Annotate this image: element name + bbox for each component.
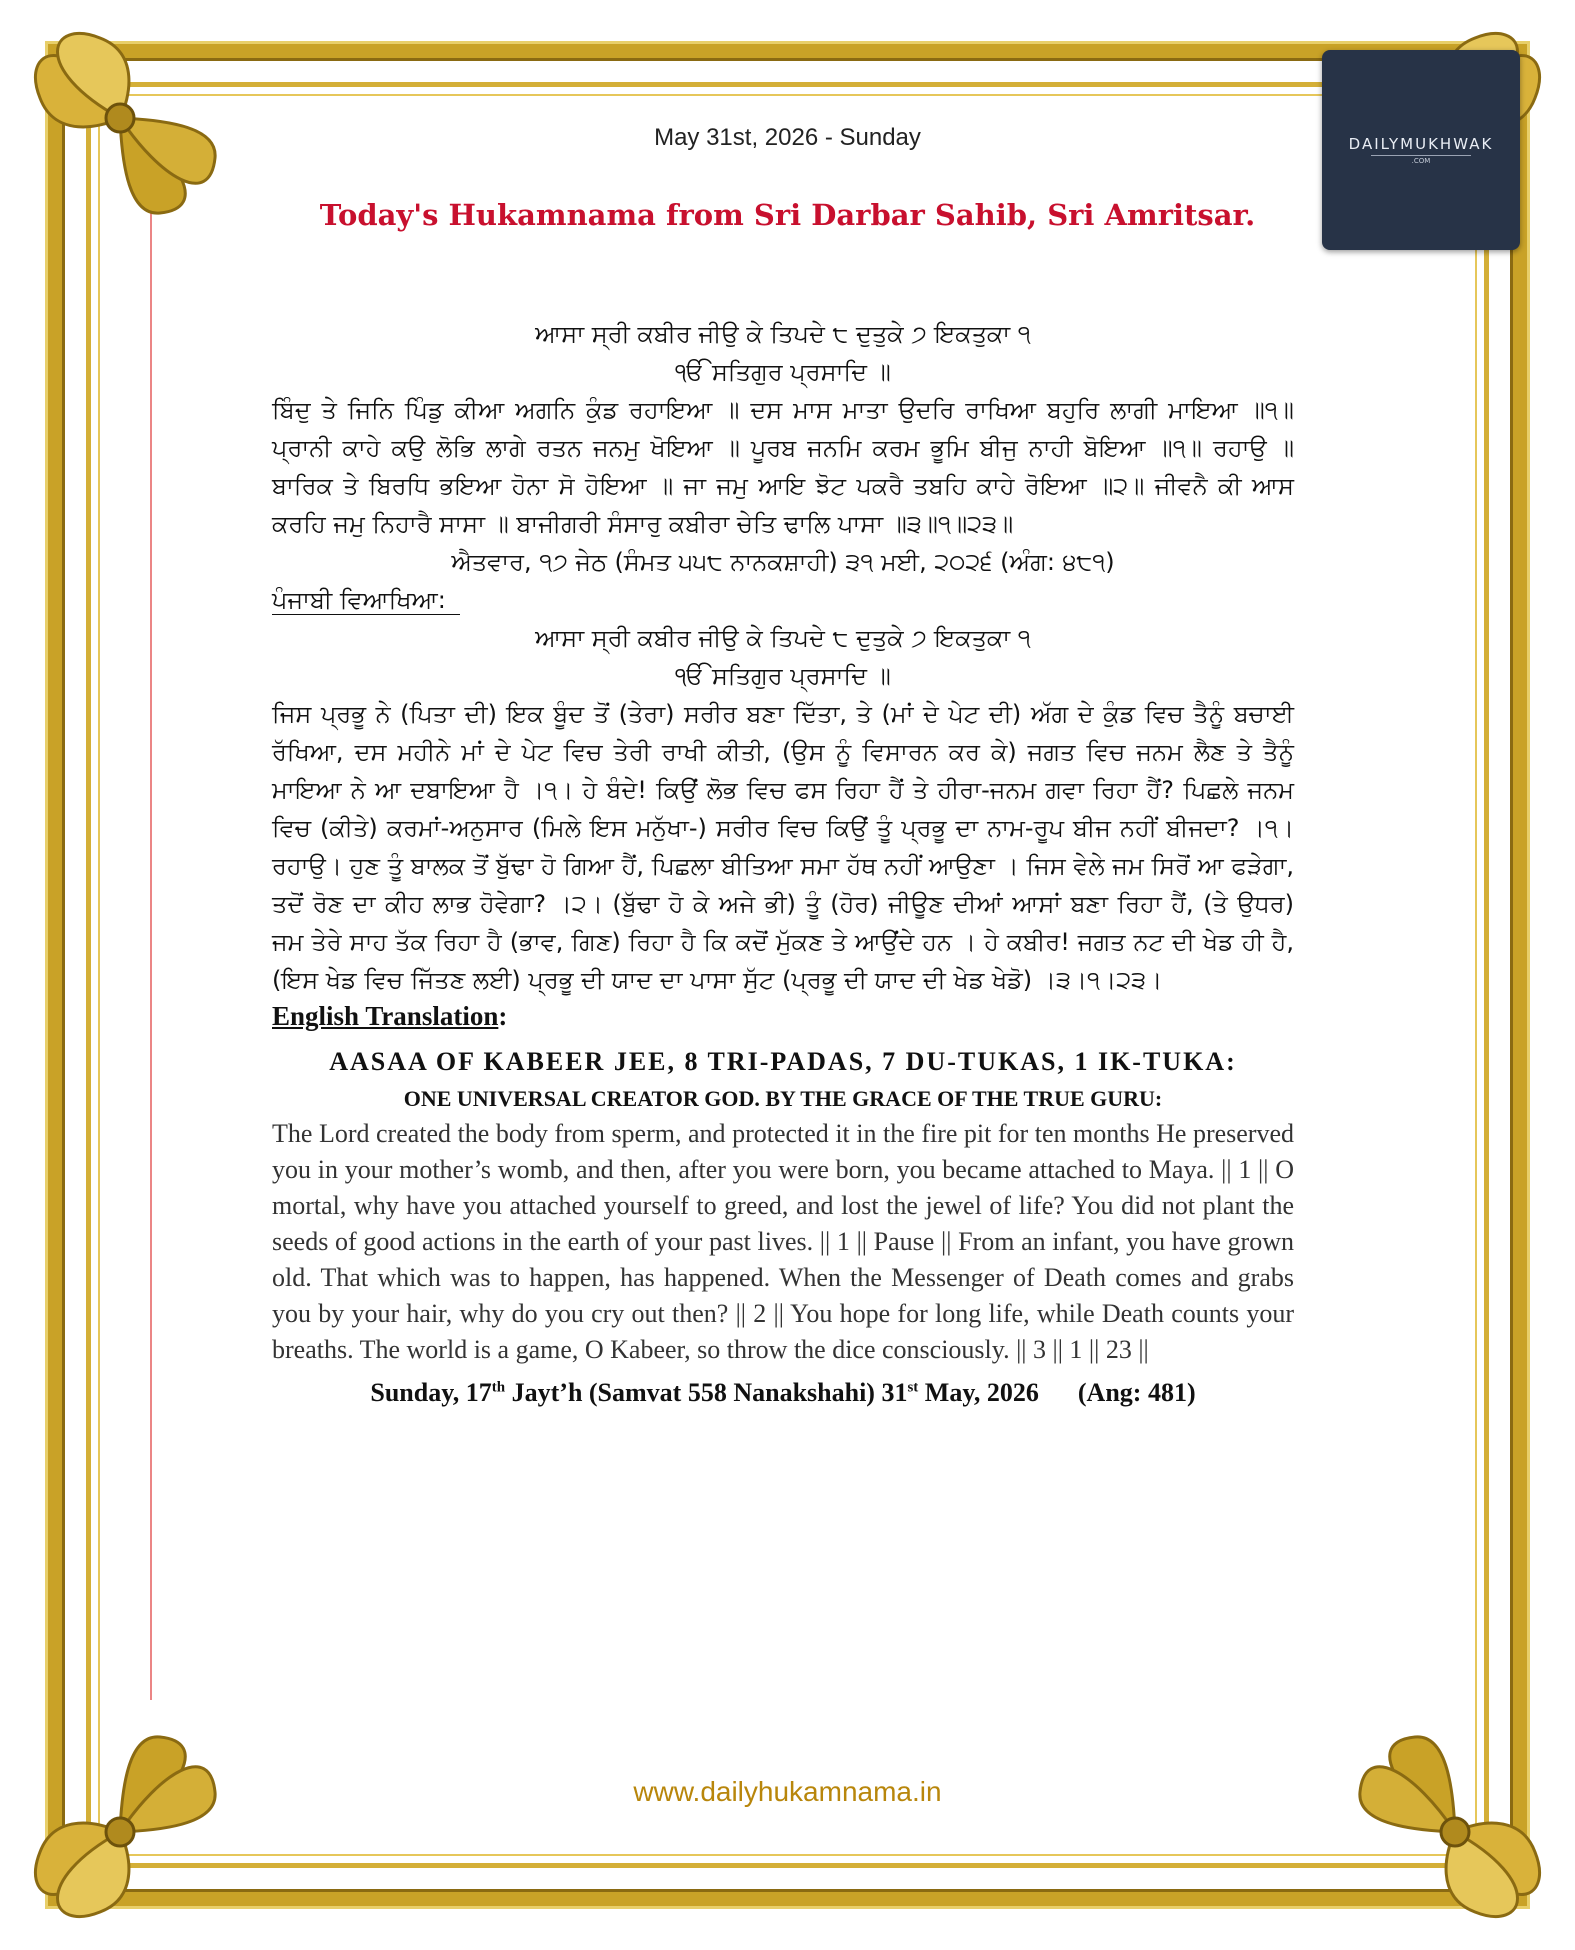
english-label-text: English Translation (272, 1001, 499, 1031)
english-label-colon: : (498, 1001, 508, 1031)
punjabi-invocation: ੴ ਸਤਿਗੁਰ ਪ੍ਰਸਾਦਿ ॥ (675, 662, 891, 690)
logo-text: DAILYMUKHWAK (1348, 135, 1494, 153)
page-date: May 31st, 2026 - Sunday (654, 124, 921, 151)
ribbon-bow-corner-icon (10, 8, 230, 228)
ribbon-bow-corner-icon (10, 1722, 230, 1942)
english-heading: AASAA OF KABEER JEE, 8 TRI-PADAS, 7 DU-TUKAS, 1 IK-TUKA: (329, 1047, 1237, 1076)
english-invocation: ONE UNIVERSAL CREATOR GOD. BY THE GRACE OF THE TRUE GURU: (403, 1086, 1163, 1111)
logo-subtext: .COM (1371, 155, 1471, 165)
english-date-part: Jayt’h (Samvat 558 Nanakshahi) 31 (505, 1378, 908, 1407)
gurbani-heading: ਆਸਾ ਸ੍ਰੀ ਕਬੀਰ ਜੀਉ ਕੇ ਤਿਪਦੇ ੮ ਦੁਤੁਕੇ ੭ ਇਕਤੁਕਾ ੧ (535, 320, 1031, 348)
gurbani-text: ਬਿੰਦੁ ਤੇ ਜਿਨਿ ਪਿੰਡੁ ਕੀਆ ਅਗਨਿ ਕੁੰਡ ਰਹਾਇਆ ॥ ਦਸ ਮਾਸ ਮਾਤਾ ਉਦਰਿ ਰਾਖਿਆ ਬਹੁਰਿ ਲਾਗੀ ਮਾਇਆ ॥੧॥ ਪ੍ਰਾਨੀ ਕਾਹੇ ਕਉ ਲੋਭਿ ਲਾਗੇ ਰਤਨ ਜਨਮੁ ਖੋਇਆ ॥ ਪੂਰਬ ਜਨਮਿ ਕਰਮ ਭੂਮਿ ਬੀਜੁ ਨਾਹੀ ਬੋਇਆ ॥੧॥ ਰਹਾਉ ॥ ਬਾਰਿਕ ਤੇ ਬਿਰਧਿ ਭਇਆ ਹੋਨਾ ਸੋ ਹੋਇਆ ॥ ਜਾ ਜਮੁ ਆਇ ਝੋਟ ਪਕਰੈ ਤਬਹਿ ਕਾਹੇ ਰੋਇਆ ॥੨॥ ਜੀਵਨੈ ਕੀ ਆਸ ਕਰਹਿ ਜਮੁ ਨਿਹਾਰੈ ਸਾਸਾ ॥ ਬਾਜੀਗਰੀ ਸੰਸਾਰੁ ਕਬੀਰਾ ਚੇਤਿ ਢਾਲਿ ਪਾਸਾ ॥੩॥੧॥੨੩॥ (272, 396, 1294, 538)
main-content (272, 315, 1294, 1408)
english-section-label (272, 1001, 1294, 1032)
english-date-line (272, 1378, 1294, 1408)
english-translation: The Lord created the body from sperm, and protected it in the fire pit for ten months He preserved you in your mother’s womb, and then, after you were born, you became attached to Maya. || 1 || O mortal, why have you attached yourself to greed, and lost the jewel of life? You did not plant the seeds of good actions in the earth of your past lives. || 1 || Pause || From an infant, you have grown old. That which was to happen, has happened. When the Messenger of Death comes and grabs you by your hair, why do you cry out then? || 2 || You hope for long life, while Death counts your breaths. The world is a game, O Kabeer, so throw the dice consciously. || 3 || 1 || 23 || (272, 1119, 1294, 1364)
punjabi-label-text: ਪੰਜਾਬੀ ਵਿਆਖਿਆ: (272, 586, 460, 615)
english-date-part: Sunday, 17 (370, 1378, 492, 1407)
margin-red-line (150, 200, 152, 1700)
punjabi-heading: ਆਸਾ ਸ੍ਰੀ ਕਬੀਰ ਜੀਉ ਕੇ ਤਿਪਦੇ ੮ ਦੁਤੁਕੇ ੭ ਇਕਤੁਕਾ ੧ (535, 624, 1031, 652)
punjabi-section-label (272, 581, 1294, 619)
website-link[interactable]: www.dailyhukamnama.in (633, 1776, 942, 1807)
english-date-sup: th (491, 1379, 506, 1396)
page-title: Today's Hukamnama from Sri Darbar Sahib, Sri Amritsar. (319, 198, 1256, 232)
english-date-sup: st (907, 1379, 919, 1396)
punjabi-explanation: ਜਿਸ ਪ੍ਰਭੂ ਨੇ (ਪਿਤਾ ਦੀ) ਇਕ ਬੂੰਦ ਤੋਂ (ਤੇਰਾ) ਸਰੀਰ ਬਣਾ ਦਿੱਤਾ, ਤੇ (ਮਾਂ ਦੇ ਪੇਟ ਦੀ) ਅੱਗ ਦੇ ਕੁੰਡ ਵਿਚ ਤੈਨੂੰ ਬਚਾਈ ਰੱਖਿਆ, ਦਸ ਮਹੀਨੇ ਮਾਂ ਦੇ ਪੇਟ ਵਿਚ ਤੇਰੀ ਰਾਖੀ ਕੀਤੀ, (ਉਸ ਨੂੰ ਵਿਸਾਰਨ ਕਰ ਕੇ) ਜਗਤ ਵਿਚ ਜਨਮ ਲੈਣ ਤੇ ਤੈਨੂੰ ਮਾਇਆ ਨੇ ਆ ਦਬਾਇਆ ਹੈ ।੧। ਹੇ ਬੰਦੇ! ਕਿਉਂ ਲੋਭ ਵਿਚ ਫਸ ਰਿਹਾ ਹੈਂ ਤੇ ਹੀਰਾ-ਜਨਮ ਗਵਾ ਰਿਹਾ ਹੈਂ? ਪਿਛਲੇ ਜਨਮ ਵਿਚ (ਕੀਤੇ) ਕਰਮਾਂ-ਅਨੁਸਾਰ (ਮਿਲੇ ਇਸ ਮਨੁੱਖਾ-) ਸਰੀਰ ਵਿਚ ਕਿਉਂ ਤੂੰ ਪ੍ਰਭੂ ਦਾ ਨਾਮ-ਰੂਪ ਬੀਜ ਨਹੀਂ ਬੀਜਦਾ? ।੧।ਰਹਾਉ। ਹੁਣ ਤੂੰ ਬਾਲਕ ਤੋਂ ਬੁੱਢਾ ਹੋ ਗਿਆ ਹੈਂ, ਪਿਛਲਾ ਬੀਤਿਆ ਸਮਾ ਹੱਥ ਨਹੀਂ ਆਉਣਾ । ਜਿਸ ਵੇਲੇ ਜਮ ਸਿਰੋਂ ਆ ਫੜੇਗਾ, ਤਦੋਂ ਰੋਣ ਦਾ ਕੀਹ ਲਾਭ ਹੋਵੇਗਾ? ।੨। (ਬੁੱਢਾ ਹੋ ਕੇ ਅਜੇ ਭੀ) ਤੂੰ (ਹੋਰ) ਜੀਊਣ ਦੀਆਂ ਆਸਾਂ ਬਣਾ ਰਿਹਾ ਹੈਂ, (ਤੇ ਉਧਰ) ਜਮ ਤੇਰੇ ਸਾਹ ਤੱਕ ਰਿਹਾ ਹੈ (ਭਾਵ, ਗਿਣ) ਰਿਹਾ ਹੈ ਕਿ ਕਦੋਂ ਮੁੱਕਣ ਤੇ ਆਉਂਦੇ ਹਨ । ਹੇ ਕਬੀਰ! ਜਗਤ ਨਟ ਦੀ ਖੇਡ ਹੀ ਹੈ, (ਇਸ ਖੇਡ ਵਿਚ ਜਿੱਤਣ ਲਈ) ਪ੍ਰਭੂ ਦੀ ਯਾਦ ਦਾ ਪਾਸਾ ਸੁੱਟ (ਪ੍ਰਭੂ ਦੀ ਯਾਦ ਦੀ ਖੇਡ ਖੇਡੋ) ।੩।੧।੨੩। (272, 700, 1294, 994)
gurbani-date-line: ਐਤਵਾਰ, ੧੭ ਜੇਠ (ਸੰਮਤ ੫੫੮ ਨਾਨਕਸ਼ਾਹੀ) ੩੧ ਮਈ, ੨੦੨੬ (ਅੰਗ: ੪੮੧) (451, 548, 1115, 576)
ribbon-bow-corner-icon (1345, 1722, 1565, 1942)
gurbani-invocation: ੴ ਸਤਿਗੁਰ ਪ੍ਰਸਾਦਿ ॥ (675, 358, 891, 386)
english-date-part: May, 2026 (Ang: 481) (918, 1378, 1196, 1407)
